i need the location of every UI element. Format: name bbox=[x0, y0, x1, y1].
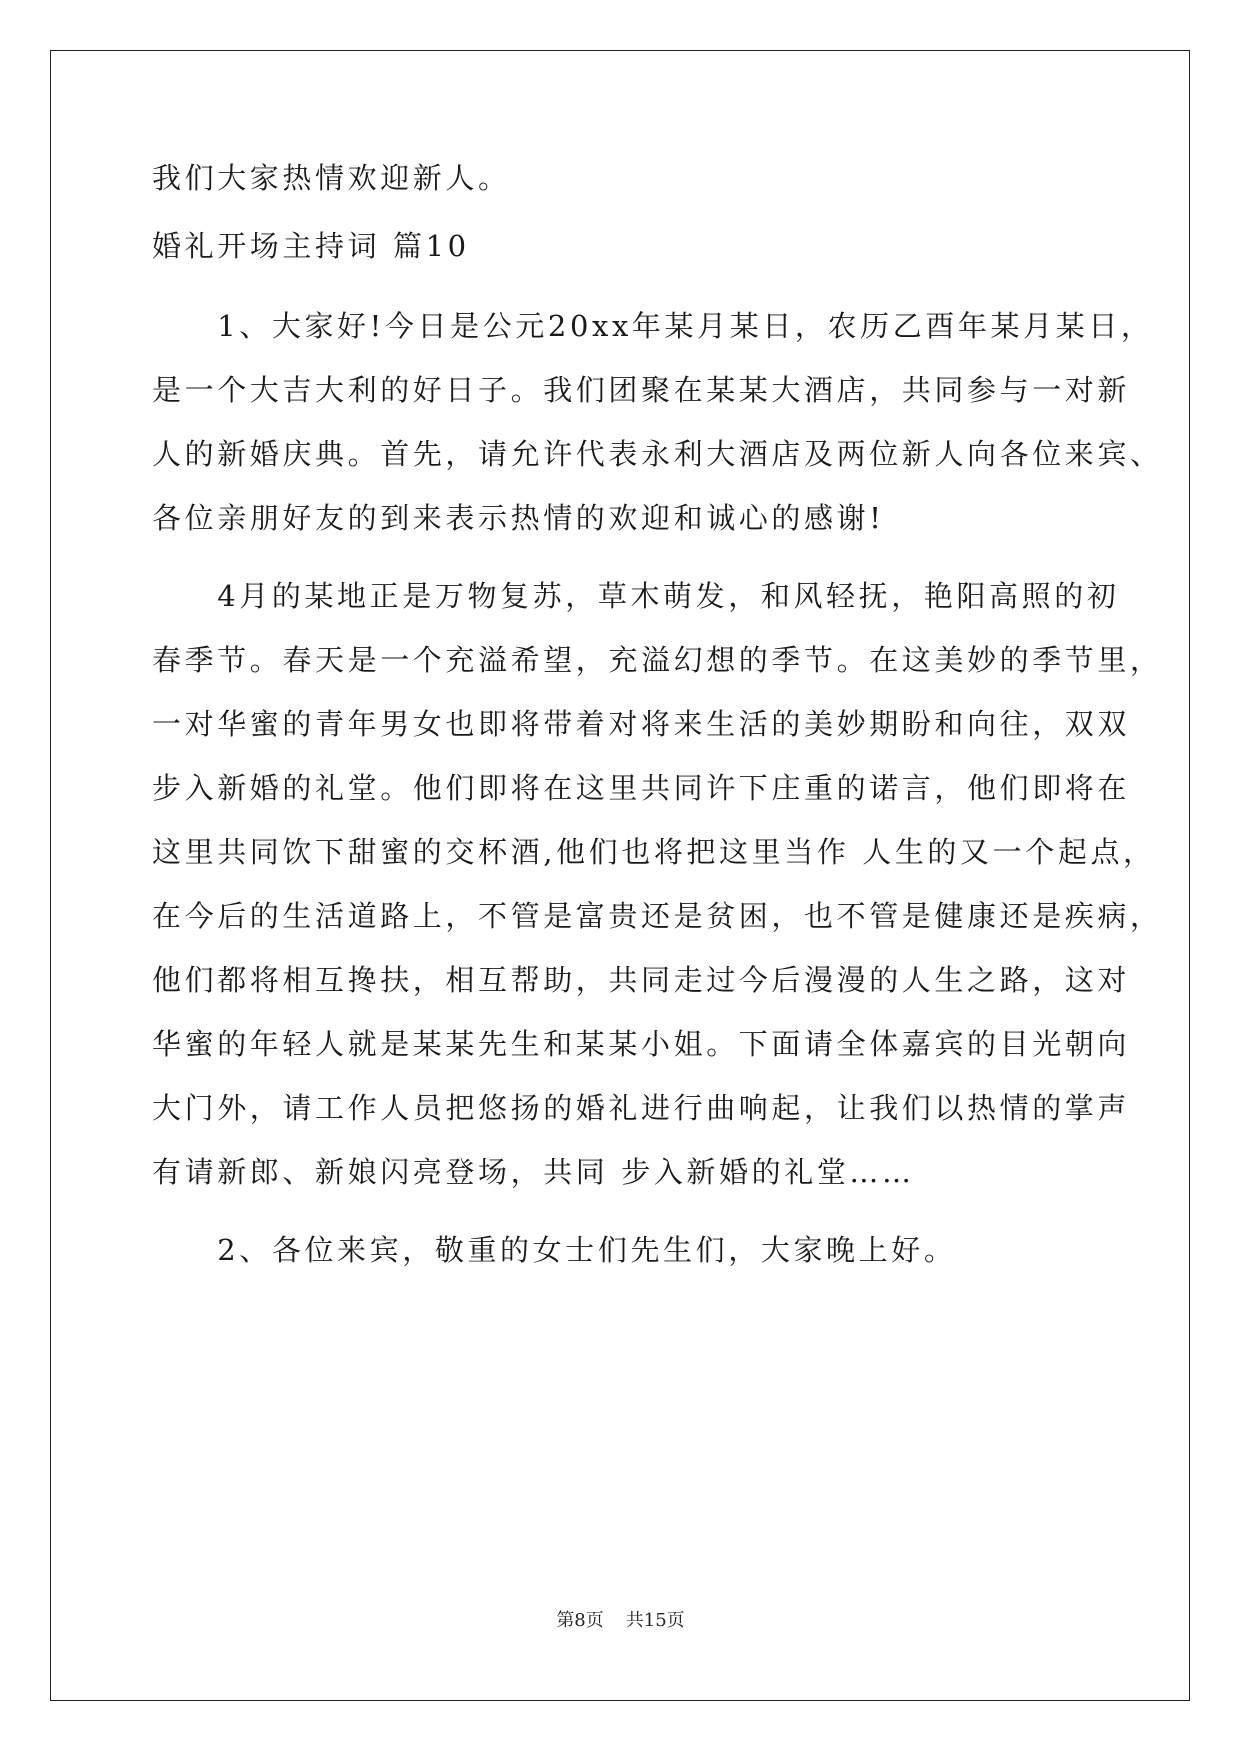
paragraph-1-line-3: 人的新婚庆典。首先，请允许代表永利大酒店及两位新人向各位来宾、 bbox=[152, 437, 1163, 471]
paragraph-3-line-1: 2、各位来宾，敬重的女士们先生们，大家晚上好。 bbox=[152, 1233, 957, 1267]
intro-line: 我们大家热情欢迎新人。 bbox=[152, 161, 511, 195]
paragraph-2-line-1: 4月的某地正是万物复苏，草木萌发，和风轻抚，艳阳高照的初 bbox=[152, 579, 1120, 613]
page-total: 共15页 bbox=[625, 1610, 685, 1631]
paragraph-2-line-4: 步入新婚的礼堂。他们即将在这里共同许下庄重的诺言，他们即将在 bbox=[152, 771, 1131, 805]
paragraph-1-line-1: 1、大家好!今日是公元20xx年某月某日，农历乙酉年某月某日， bbox=[152, 309, 1154, 343]
paragraph-2-line-7: 他们都将相互搀扶，相互帮助，共同走过今后漫漫的人生之路，这对 bbox=[152, 963, 1131, 997]
page-footer bbox=[0, 1606, 1241, 1632]
page-border bbox=[50, 50, 1190, 1701]
paragraph-2-line-8: 华蜜的年轻人就是某某先生和某某小姐。下面请全体嘉宾的目光朝向 bbox=[152, 1027, 1131, 1061]
paragraph-1-line-2: 是一个大吉大利的好日子。我们团聚在某某大酒店，共同参与一对新 bbox=[152, 373, 1131, 407]
page-number: 第8页 bbox=[556, 1610, 604, 1631]
paragraph-2-line-3: 一对华蜜的青年男女也即将带着对将来生活的美妙期盼和向往，双双 bbox=[152, 707, 1131, 741]
paragraph-2-line-10: 有请新郎、新娘闪亮登场，共同 步入新婚的礼堂…… bbox=[152, 1155, 915, 1189]
paragraph-2-line-6: 在今后的生活道路上，不管是富贵还是贫困，也不管是健康还是疾病， bbox=[152, 899, 1163, 933]
paragraph-2-line-2: 春季节。春天是一个充溢希望，充溢幻想的季节。在这美妙的季节里， bbox=[152, 643, 1163, 677]
paragraph-2-line-9: 大门外，请工作人员把悠扬的婚礼进行曲响起，让我们以热情的掌声 bbox=[152, 1091, 1131, 1125]
section-title: 婚礼开场主持词 篇10 bbox=[152, 229, 470, 263]
paragraph-2-line-5: 这里共同饮下甜蜜的交杯酒,他们也将把这里当作 人生的又一个起点， bbox=[152, 835, 1156, 869]
paragraph-1-line-4: 各位亲朋好友的到来表示热情的欢迎和诚心的感谢! bbox=[152, 501, 885, 535]
